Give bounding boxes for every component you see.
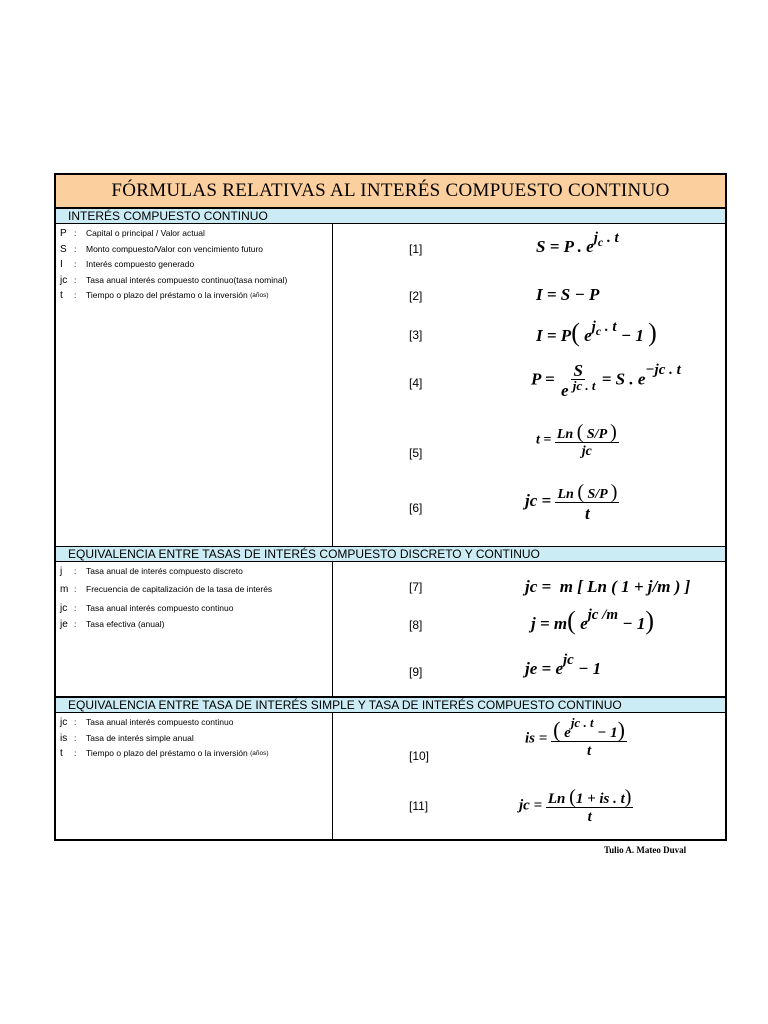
variable-symbol: P [60,228,67,239]
variable-description: Interés compuesto generado [86,259,195,269]
formula-8: j = m( ejc /m − 1) [531,606,655,635]
variable-row: S : Monto compuesto/Valor con vencimiento futuro [60,242,332,258]
formula-number: [11] [409,799,429,813]
page-title: FÓRMULAS RELATIVAS AL INTERÉS COMPUESTO CONTINUO [56,175,725,209]
variable-symbol: m [60,583,69,595]
section-row-2 [56,562,725,697]
variable-row: m : Frecuencia de capitalización de la tasa de interés [60,582,332,598]
author-credit: Tulio A. Mateo Duval [604,845,687,855]
variable-description: Tasa de interés simple anual [86,732,194,743]
formulas-panel-3 [333,713,725,841]
formula-2: I = S − P [536,285,600,304]
variable-symbol: S [60,243,67,255]
formula-number: [7] [409,580,423,594]
variable-row: j : Tasa anual de interés compuesto discreto [60,564,332,580]
formula-4: P = $\frac{S}{e ^{jc . t}}$ = S . e−jc . t [531,361,681,400]
formula-number: [3] [409,328,423,342]
formula-9: je = ejc − 1 [525,652,602,678]
variable-symbol: is [60,732,68,744]
formula-number: [9] [409,665,423,679]
variable-description: Tiempo o plazo del préstamo o la inversión [86,290,248,300]
variable-symbol: t [60,290,63,301]
variable-symbol: je [60,618,68,630]
formula-6: jc = $\frac{Ln ( S/P )}{t}$ [525,481,618,523]
formula-number: [10] [409,749,430,763]
variable-description: Frecuencia de capitalización de la tasa de interés [86,583,273,594]
variable-symbol: I [60,259,63,270]
variable-description: Tasa anual interés compuesto continuo [86,717,234,727]
variable-description: Tasa anual de interés compuesto discreto [86,566,243,576]
formula-number: [5] [409,446,423,460]
formula-11: jc = $\frac{Ln (1 + is . t)}{t}$ [519,786,632,825]
formula-10: is = $\frac{\text{( ejc . t − 1)}}{t}$ [525,715,625,759]
section-header-3: EQUIVALENCIA ENTRE TASA DE INTERÉS SIMPLE Y TASA DE INTERÉS COMPUESTO CONTINUO [56,697,725,713]
formulas-panel-1 [333,224,725,546]
variable-note: (años) [250,292,269,299]
variable-symbol: jc [60,717,68,728]
variable-row: is : Tasa de interés simple anual [60,731,332,747]
formula-number: [8] [409,618,423,632]
variable-note: (años) [250,750,269,757]
formula-7: jc = m [ Ln ( 1 + j/m ) ] [525,577,691,596]
variable-description: Tasa anual interés compuesto continuo(tasa nominal) [86,274,288,285]
formula-5: t = $\frac{Ln ( S/P )}{jc}$ [536,421,617,459]
variable-description: Tiempo o plazo del préstamo o la inversión [86,748,248,758]
variable-row: jc : Tasa anual interés compuesto continuo [60,601,332,617]
section-header-2: EQUIVALENCIA ENTRE TASAS DE INTERÉS COMPUESTO DISCRETO Y CONTINUO [56,547,725,562]
variable-description: Monto compuesto/Valor con vencimiento futuro [86,243,264,254]
variable-symbol: j [60,566,63,577]
formula-sheet [54,173,727,841]
variable-row: I : Interés compuesto generado [60,257,332,273]
variable-row: t : Tiempo o plazo del préstamo o la inversión (años) [60,746,332,762]
variables-list-2 [56,562,333,696]
formula-number: [4] [409,376,423,390]
formula-number: [2] [409,289,423,303]
variables-list-1 [56,224,333,546]
section-row-1 [56,224,725,547]
variable-description: Tasa efectiva (anual) [86,618,165,629]
variable-row: jc : Tasa anual interés compuesto continuo [60,715,332,731]
variable-symbol: jc [60,274,68,286]
variable-row: t : Tiempo o plazo del préstamo o la inversión (años) [60,288,332,304]
formula-1: S = P . $ej_c$ . t [536,230,619,256]
variable-description: Capital o principal / Valor actual [86,228,205,238]
variables-list-3 [56,713,333,841]
section-header-1: INTERÉS COMPUESTO CONTINUO [56,209,725,224]
variable-description: Tasa anual interés compuesto continuo [86,603,234,613]
variable-row: P : Capital o principal / Valor actual [60,226,332,242]
variable-symbol: jc [60,603,68,614]
formula-number: [6] [409,501,423,515]
formula-3: I = P( $ej_c$ . t − 1 ) [536,318,657,347]
section-row-3 [56,713,725,841]
formulas-panel-2 [333,562,725,696]
formula-number: [1] [409,242,423,256]
variable-symbol: t [60,748,63,759]
variable-row: je : Tasa efectiva (anual) [60,617,332,633]
variable-row: jc : Tasa anual interés compuesto continuo(tasa nominal) [60,273,332,289]
